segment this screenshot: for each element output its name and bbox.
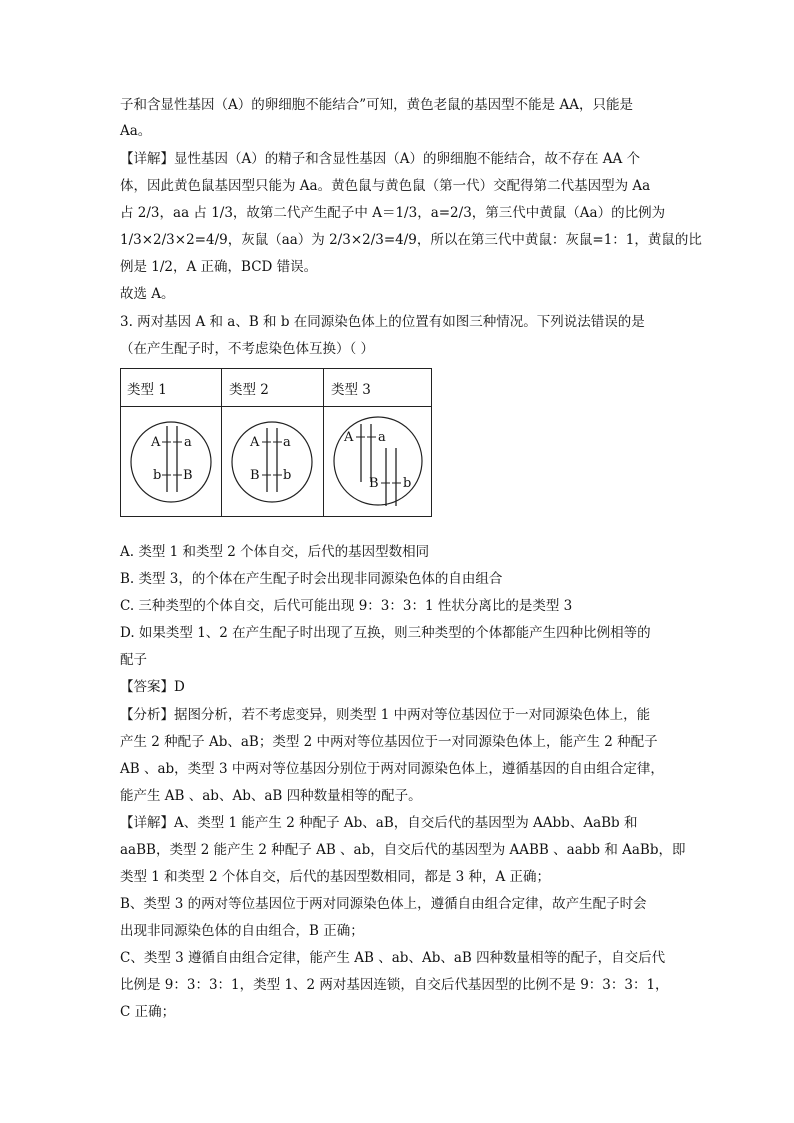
allele-label: b [283, 468, 292, 483]
answer-line: 【答案】D [120, 679, 185, 695]
detail-line: 出现非同源染色体的自由组合，B 正确； [120, 923, 364, 939]
detail-line: 【详解】A、类型 1 能产生 2 种配子 Ab、aB，自交后代的基因型为 AAbb、AaBb 和 [120, 815, 638, 831]
allele-label: a [184, 435, 192, 450]
allele-label: A [151, 435, 161, 450]
header-type-3: 类型 3 [331, 382, 371, 398]
allele-label: B [369, 476, 379, 491]
option-b: B. 类型 3，的个体在产生配子时会出现非同源染色体的自由组合 [120, 571, 503, 587]
allele-label: A [250, 435, 260, 450]
text-line: 子和含显性基因（A）的卵细胞不能结合”可知，黄色老鼠的基因型不能是 AA，只能是 [120, 97, 633, 113]
detail-line: B、类型 3 的两对等位基因位于两对同源染色体上，遵循自由组合定律，故产生配子时会 [120, 896, 647, 912]
allele-label: B [183, 468, 193, 483]
detail-line: 类型 1 和类型 2 个体自交，后代的基因型数相同，都是 3 种，A 正确； [120, 869, 551, 885]
option-a: A. 类型 1 和类型 2 个体自交，后代的基因型数相同 [120, 544, 430, 560]
text-line: 例是 1/2，A 正确，BCD 错误。 [120, 259, 318, 275]
question-stem: 3. 两对基因 A 和 a、B 和 b 在同源染色体上的位置有如图三种情况。下列说法错误的是 [120, 314, 645, 330]
cell-diagram-type-2 [222, 406, 322, 516]
cell-circle [232, 422, 312, 502]
cell-diagram-type-3 [324, 406, 432, 516]
detail-line: aaBB，类型 2 能产生 2 种配子 AB 、ab，自交后代的基因型为 AABB 、aabb 和 AaBb，即 [120, 842, 686, 858]
text-line: 占 2/3，aa 占 1/3，故第二代产生配子中 A＝1/3，a=2/3，第三代中黄鼠（Aa）的比例为 [120, 205, 666, 221]
cell-diagram-type-1 [121, 406, 221, 516]
analysis-line: 能产生 AB 、ab、Ab、aB 四种数量相等的配子。 [120, 788, 422, 804]
allele-label: b [403, 476, 412, 491]
figure-header-row [121, 369, 431, 407]
allele-label: B [250, 468, 260, 483]
question-stem: （在产生配子时，不考虑染色体互换）（ ） [120, 341, 375, 357]
option-d-continued: 配子 [120, 652, 147, 668]
option-d: D. 如果类型 1、2 在产生配子时出现了互换，则三种类型的个体都能产生四种比例相等的 [120, 625, 651, 641]
cell-circle [131, 422, 211, 502]
allele-label: a [378, 430, 386, 445]
option-c: C. 三种类型的个体自交，后代可能出现 9：3：3：1 性状分离比的是类型 3 [120, 598, 573, 614]
analysis-line: AB 、ab，类型 3 中两对等位基因分别位于两对同源染色体上，遵循基因的自由组合定律， [120, 761, 664, 777]
allele-label: A [344, 430, 354, 445]
text-line: 体，因此黄色鼠基因型只能为 Aa。黄色鼠与黄色鼠（第一代）交配得第二代基因型为 Aa [120, 178, 651, 194]
text-line: 故选 A。 [120, 286, 175, 302]
header-type-2: 类型 2 [229, 382, 269, 398]
text-line: Aa。 [120, 123, 152, 139]
allele-label: a [283, 435, 291, 450]
detail-line: C 正确； [120, 1004, 176, 1020]
text-line: 【详解】显性基因（A）的精子和含显性基因（A）的卵细胞不能结合，故不存在 AA 个 [120, 151, 641, 167]
detail-line: C、类型 3 遵循自由组合定律，能产生 AB 、ab、Ab、aB 四种数量相等的配子，自交后代 [120, 950, 666, 966]
text-line: 1/3×2/3×2=4/9，灰鼠（aa）为 2/3×2/3=4/9，所以在第三代中黄鼠：灰鼠=1：1，黄鼠的比 [120, 232, 702, 248]
detail-line: 比例是 9：3：3：1，类型 1、2 两对基因连锁，自交后代基因型的比例不是 9：3：3：1， [120, 977, 669, 993]
analysis-line: 【分析】据图分析，若不考虑变异，则类型 1 中两对等位基因位于一对同源染色体上，能 [120, 707, 651, 723]
analysis-line: 产生 2 种配子 Ab、aB；类型 2 中两对等位基因位于一对同源染色体上，能产生 2 种配子 [120, 734, 658, 750]
header-type-1: 类型 1 [127, 382, 167, 398]
chromosome-figure-table [120, 368, 432, 517]
allele-label: b [153, 468, 162, 483]
